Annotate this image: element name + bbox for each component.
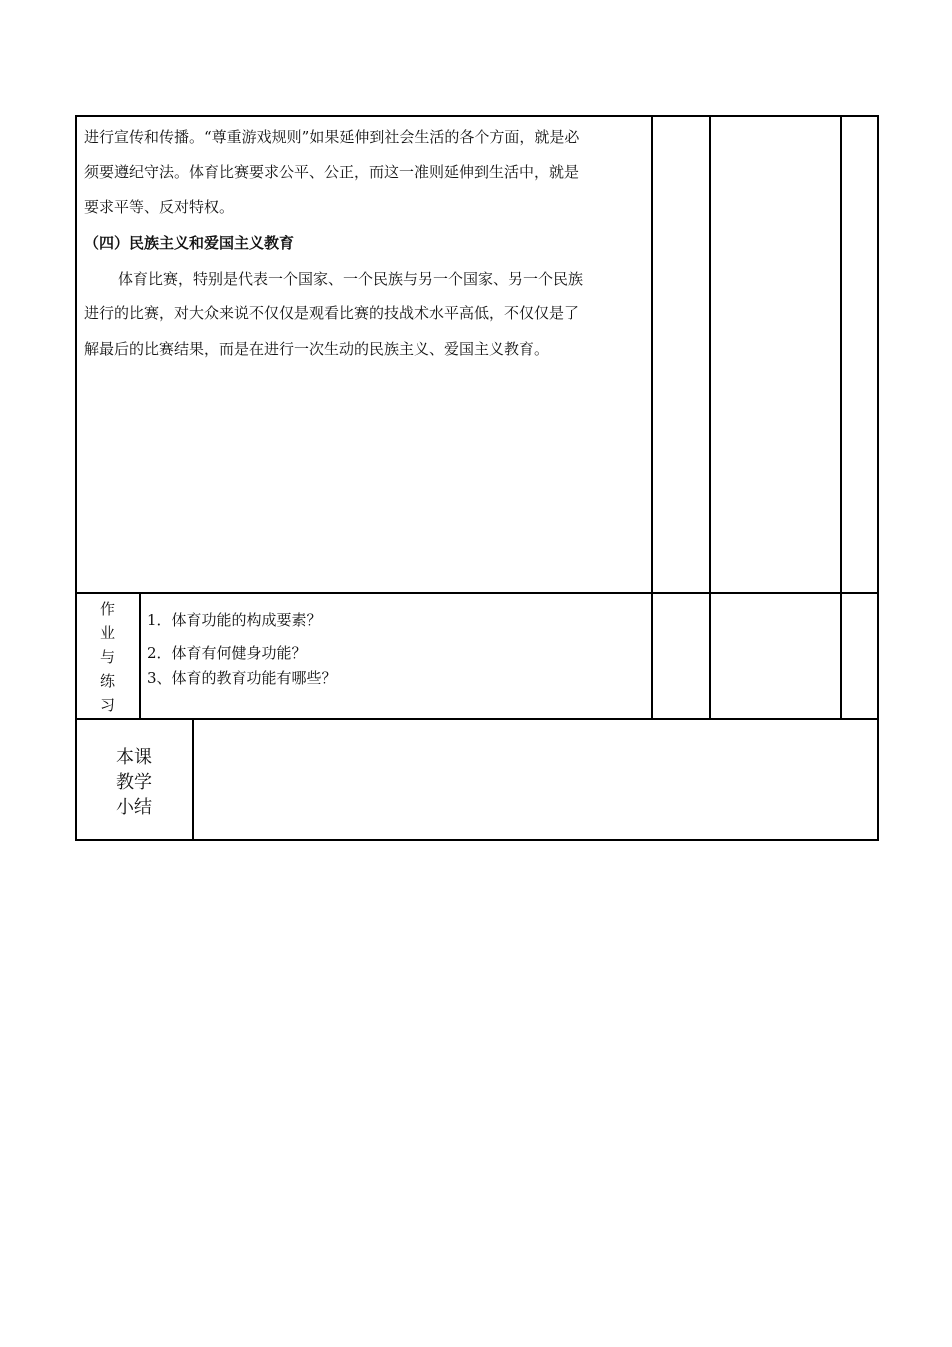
table-border-top	[75, 115, 879, 117]
summary-label-line: 小结	[116, 797, 152, 818]
column-divider-2	[709, 115, 711, 720]
homework-label-char: 业	[99, 624, 115, 642]
table-border-bottom	[75, 839, 879, 841]
homework-label-divider	[139, 592, 141, 720]
homework-label-char: 作	[99, 600, 115, 618]
column-divider-1	[651, 115, 653, 720]
summary-label-line: 教学	[116, 772, 152, 793]
summary-label-line: 本课	[116, 747, 152, 768]
column-divider-3	[840, 115, 842, 720]
section-heading: （四）民族主义和爱国主义教育	[84, 234, 295, 252]
paragraph-line: 进行的比赛，对大众来说不仅仅是观看比赛的技战术水平高低，不仅仅是了	[84, 304, 580, 322]
homework-label-char: 与	[99, 648, 115, 666]
table-border-left	[75, 115, 77, 841]
table-border-right	[877, 115, 879, 841]
paragraph-line: 体育比赛，特别是代表一个国家、一个民族与另一个国家、另一个民族	[118, 270, 584, 288]
paragraph-line: 解最后的比赛结果，而是在进行一次生动的民族主义、爱国主义教育。	[84, 340, 550, 358]
paragraph-line: 须要遵纪守法。体育比赛要求公平、公正，而这一准则延伸到生活中，就是	[84, 163, 580, 181]
homework-item: 3、体育的教育功能有哪些？	[147, 669, 337, 687]
homework-item: 2．体育有何健身功能？	[147, 644, 307, 662]
summary-label-divider	[192, 718, 194, 841]
paragraph-line: 要求平等、反对特权。	[84, 198, 235, 216]
homework-label-char: 习	[99, 696, 115, 714]
paragraph-line: 进行宣传和传播。“尊重游戏规则”如果延伸到社会生活的各个方面，就是必	[84, 128, 580, 146]
row-divider-homework	[75, 592, 879, 594]
row-divider-summary	[75, 718, 879, 720]
homework-item: 1．体育功能的构成要素？	[147, 611, 322, 629]
homework-label-char: 练	[99, 672, 115, 690]
